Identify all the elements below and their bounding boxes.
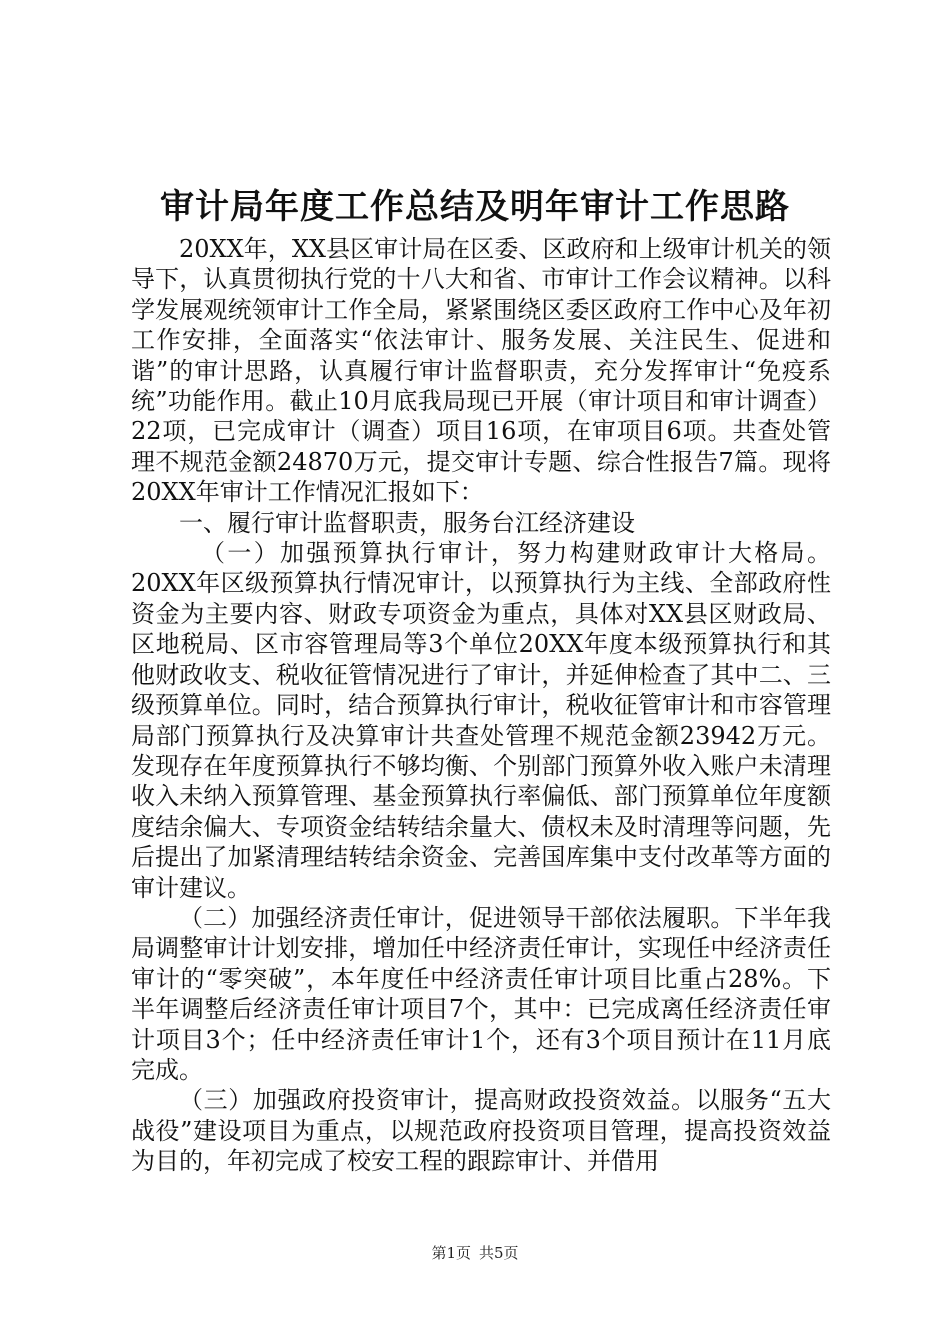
- section-heading-1: 一、履行审计监督职责，服务台江经济建设: [179, 508, 635, 537]
- paragraph-budget-audit: （一）加强预算执行审计，努力构建财政审计大格局。20XX年区级预算执行情况审计，以预算执行为主线、全部政府性资金为主要内容、财政专项资金为重点，具体对XX县区财政局、区地税局、区市容管理局等3个单位20XX年度本级预算执行和其他财政收支、税收征管情况进行了审计，并延伸检查了其中二、三级预算单位。同时，结合预算执行审计，税收征管审计和市容管理局部门预算执行及决算审计共查处管理不规范金额23942万元。发现存在年度预算执行不够均衡、个别部门预算外收入账户未清理收入未纳入预算管理、基金预算执行率偏低、部门预算单位年度额度结余偏大、专项资金结转结余量大、债权未及时清理等问题，先后提出了加紧清理结转结余资金、完善国库集中支付改革等方面的审计建议。: [131, 539, 831, 902]
- paragraph-intro: 20XX年，XX县区审计局在区委、区政府和上级审计机关的领导下，认真贯彻执行党的十八大和省、市审计工作会议精神。以科学发展观统领审计工作全局，紧紧围绕区委区政府工作中心及年初工作安排，全面落实“依法审计、服务发展、关注民生、促进和谐”的审计思路，认真履行审计监督职责，充分发挥审计“免疫系统”功能作用。截止10月底我局现已开展（审计项目和审计调查）22项，已完成审计（调查）项目16项，在审项目6项。共查处管理不规范金额24870万元，提交审计专题、综合性报告7篇。现将20XX年审计工作情况汇报如下：: [131, 235, 831, 507]
- paragraph-investment-audit: （三）加强政府投资审计，提高财政投资效益。以服务“五大战役”建设项目为重点，以规范政府投资项目管理，提高投资效益为目的，年初完成了校安工程的跟踪审计、并借用: [131, 1086, 831, 1176]
- page-total: 共5页: [479, 1244, 519, 1262]
- paragraph-economic-responsibility: （二）加强经济责任审计，促进领导干部依法履职。下半年我局调整审计计划安排，增加任中经济责任审计，实现任中经济责任审计的“零突破”，本年度任中经济责任审计项目比重占28%。下半年调整后经济责任审计项目7个，其中：已完成离任经济责任审计项目3个；任中经济责任审计1个，还有3个项目预计在11月底完成。: [131, 903, 831, 1084]
- page-number: 第1页: [431, 1244, 471, 1262]
- page-footer: [0, 1243, 950, 1263]
- document-title: 审计局年度工作总结及明年审计工作思路: [160, 187, 790, 227]
- document-body: [131, 234, 831, 1177]
